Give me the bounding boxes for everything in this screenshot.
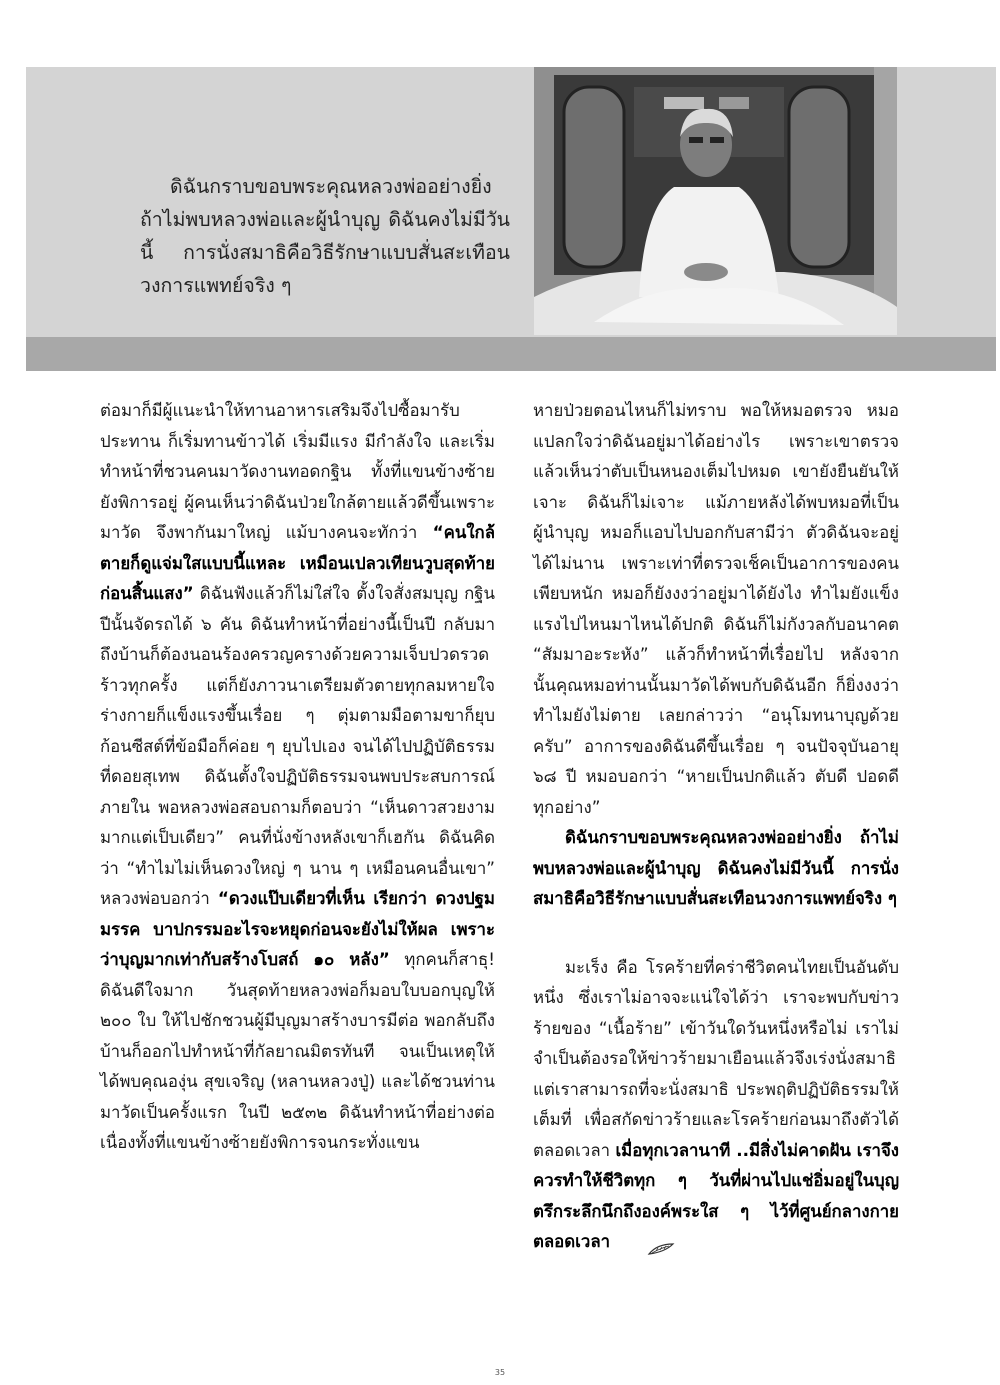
right-column	[533, 395, 899, 1257]
leaf-ornament-icon	[615, 1235, 643, 1249]
paragraph-gap	[533, 914, 899, 952]
pull-quote: ดิฉันกราบขอบพระคุณหลวงพ่ออย่างยิ่ง ถ้าไม่พบหลวงพ่อและผู้นำบุญ ดิฉันคงไม่มีวันนี้ การนั่งสมาธิคือวิธีรักษาแบบสั่นสะเทือนวงการแพทย์จริง ๆ	[140, 174, 510, 297]
right-bold-3: เมื่อทุกเวลานาที ..มีสิ่งไม่คาดฝัน เราจึงควรทำให้ชีวิตทุก ๆ วันที่ผ่านไปแช่อิ่มอยู่ในบุญ ตรึกระลึกนึกถึงองค์พระใส ๆ ไว้ที่ศูนย์กลางกายตลอดเวลา	[533, 1139, 899, 1251]
page-number: 35	[494, 1368, 506, 1377]
photo-woman-meditating	[534, 67, 897, 335]
left-bold-1: “คนใกล้ตายก็ดูแจ่มใสแบบนี้แหละ เหมือนเปลวเทียนวูบสุดท้ายก่อนสิ้นแสง”	[100, 522, 495, 603]
left-text-3: ทุกคนก็สาธุ! ดิฉันดีใจมาก วันสุดท้ายหลวงพ่อก็มอบใบบอกบุญให้ ๒๐๐ ใบ ให้ไปชักชวนผู้มีบุญมาสร้างบารมีต่อ พอกลับถึงบ้านก็ออกไปทำหน้าที่กัลยาณมิตรทันที จนเป็นเหตุให้ได้พบคุณองุ่น สุขเจริญ (หลานหลวงปู่) และได้ชวนท่านมาวัดเป็นครั้งแรก ในปี ๒๕๓๒ ดิฉันทำหน้าที่อย่างต่อเนื่องทั้งที่แขนข้างซ้ายยังพิการจนกระทั่งแขน	[100, 949, 495, 1152]
left-bold-2: “ดวงแป๊บเดียวที่เห็น เรียกว่า ดวงปฐมมรรค บาปกรรมอะไรจะหยุดก่อนจะยังไม่ให้ผล เพราะว่าบุญมากเท่ากับสร้างโบสถ์ ๑๐ หลัง”	[100, 888, 495, 969]
banner-bottom-strip	[26, 337, 996, 371]
right-paragraph-1: หายป่วยตอนไหนก็ไม่ทราบ พอให้หมอตรวจ หมอแปลกใจว่าดิฉันอยู่มาได้อย่างไร เพราะเขาตรวจแล้วเห็นว่าตับเป็นหนองเต็มไปหมด เขายังยืนยันให้เจาะ ดิฉันก็ไม่เจาะ แม้ภายหลังได้พบหมอที่เป็นผู้นำบุญ หมอก็แอบไปบอกกับสามีว่า ตัวดิฉันจะอยู่ได้ไม่นาน เพราะเท่าที่ตรวจเช็คเป็นอาการของคนเพียบหนัก หมอก็ยังงงว่าอยู่มาได้ยังไง ทำไมยังแข็งแรงไปไหนมาไหนได้ปกติ ดิฉันก็ไม่กังวลกับอนาคต “สัมมาอะระหัง” แล้วก็ทำหน้าที่เรื่อยไป หลังจากนั้นคุณหมอท่านนั้นมาวัดได้พบกับดิฉันอีก ก็ยิ่งงงว่าทำไมยังไม่ตาย เลยกล่าวว่า “อนุโมทนาบุญด้วยครับ” อาการของดิฉันดีขึ้นเรื่อย ๆ จนปัจจุบันอายุ ๖๘ ปี หมอบอกว่า “หายเป็นปกติแล้ว ตับดี ปอดดี ทุกอย่าง”	[533, 400, 899, 817]
left-paragraph	[100, 395, 495, 1158]
left-column	[100, 395, 495, 1158]
left-text-2: ดิฉันฟังแล้วก็ไม่ใส่ใจ ตั้งใจสั่งสมบุญ กฐินปีนั้นจัดรถได้ ๖ คัน ดิฉันทำหน้าที่อย่างนี้เป็นปี กลับมาถึงบ้านก็ต้องนอนร้องครวญครางด้วยความเจ็บปวดรวดร้าวทุกครั้ง แต่ก็ยังภาวนาเตรียมตัวตายทุกลมหายใจ ร่างกายก็แข็งแรงขึ้นเรื่อย ๆ ตุ่มตามมือตามขาก็ยุบ ก้อนซีสต์ที่ข้อมือก็ค่อย ๆ ยุบไปเอง จนได้ไปปฏิบัติธรรมที่ดอยสุเทพ ดิฉันตั้งใจปฏิบัติธรรมจนพบประสบการณ์ภายใน พอหลวงพ่อสอบถามก็ตอบว่า “เห็นดาวสวยงามมากแต่เป็บเดียว” คนที่นั่งข้างหลังเขาก็เฮกัน ดิฉันคิดว่า “ทำไมไม่เห็นดวงใหญ่ ๆ นาน ๆ เหมือนคนอื่นเขา” หลวงพ่อบอกว่า	[100, 583, 495, 908]
right-paragraph-2	[533, 822, 899, 914]
photo-illustration	[534, 67, 897, 335]
right-bold-statement: ดิฉันกราบขอบพระคุณหลวงพ่ออย่างยิ่ง ถ้าไม่พบหลวงพ่อและผู้นำบุญ ดิฉันคงไม่มีวันนี้ การนั่งสมาธิคือวิธีรักษาแบบสั่นสะเทือนวงการแพทย์จริง ๆ	[533, 827, 899, 908]
left-text-1: ต่อมาก็มีผู้แนะนำให้ทานอาหารเสริมจึงไปซื้อมารับประทาน ก็เริ่มทานข้าวได้ เริ่มมีแรง มีกำลังใจ และเริ่มทำหน้าที่ชวนคนมาวัดงานทอดกฐิน ทั้งที่แขนข้างซ้ายยังพิการอยู่ ผู้คนเห็นว่าดิฉันป่วยใกล้ตายแล้วดีขึ้นเพราะมาวัด จึงพากันมาใหญ่ แม้บางคนจะทักว่า	[100, 400, 495, 542]
right-paragraph-3	[533, 952, 899, 1257]
right-text-3: มะเร็ง คือ โรคร้ายที่คร่าชีวิตคนไทยเป็นอันดับหนึ่ง ซึ่งเราไม่อาจจะแน่ใจได้ว่า เราจะพบกับข่าวร้ายของ “เนื้อร้าย” เข้าวันใดวันหนึ่งหรือไม่ เราไม่จำเป็นต้องรอให้ข่าวร้ายมาเยือนแล้วจึงเร่งนั่งสมาธิ แต่เราสามารถที่จะนั่งสมาธิ ประพฤติปฏิบัติธรรมให้เต็มที่ เพื่อสกัดข่าวร้ายและโรคร้ายก่อนมาถึงตัวได้ตลอดเวลา	[533, 956, 899, 1160]
